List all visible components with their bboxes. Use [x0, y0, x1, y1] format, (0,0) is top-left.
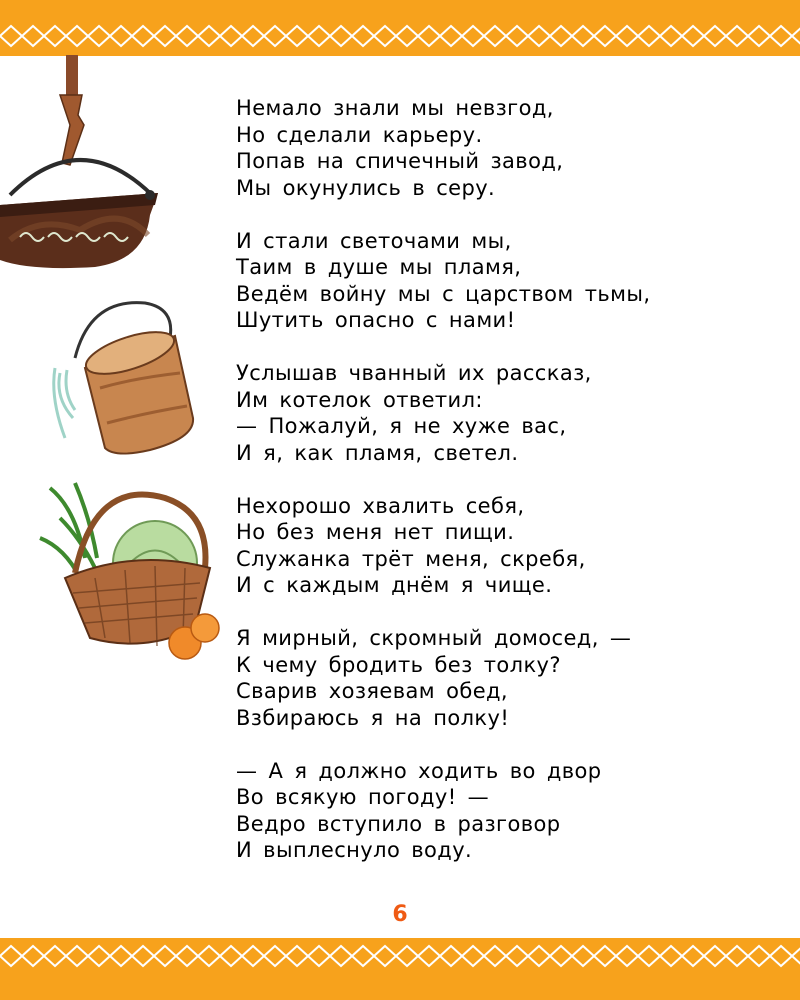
poem-line: Нехорошо хвалить себя,: [236, 493, 525, 518]
poem-line: Ведро вступило в разговор: [236, 811, 561, 836]
poem-line: Попав на спичечный завод,: [236, 149, 564, 173]
poem-line: И я, как пламя, светел.: [236, 440, 519, 465]
bucket-icon: [45, 298, 215, 463]
bucket-illustration: [45, 298, 215, 463]
poem-line: Услышав чванный их рассказ,: [236, 361, 592, 385]
stanza: [236, 360, 776, 466]
poem-line: Но без меня нет пищи.: [236, 520, 515, 544]
cauldron-illustration: [0, 55, 170, 270]
poem-line: Шутить опасно с нами!: [236, 308, 516, 332]
poem-line: Взбираюсь я на полку!: [236, 705, 510, 730]
poem-line: Мы окунулись в серу.: [236, 175, 496, 200]
poem-line: Ведём войну мы с царством тьмы,: [236, 281, 651, 306]
poem-line: — А я должно ходить во двор: [236, 758, 602, 783]
basket-icon: [35, 478, 225, 663]
poem-line: К чему бродить без толку?: [236, 652, 561, 677]
poem-line: Но сделали карьеру.: [236, 122, 483, 147]
poem-line: И стали светочами мы,: [236, 228, 512, 253]
poem-line: Во всякую погоду! —: [236, 785, 490, 809]
poem-line: Я мирный, скромный домосед, —: [236, 626, 632, 650]
page-number: 6: [392, 902, 408, 927]
poem-line: Служанка трёт меня, скребя,: [236, 546, 586, 571]
basket-illustration: [35, 478, 225, 663]
bottom-decorative-band: [0, 938, 800, 1000]
stanza: [236, 625, 776, 731]
stanza: [236, 493, 776, 599]
poem-line: — Пожалуй, я не хуже вас,: [236, 414, 567, 438]
stanza: [236, 95, 776, 201]
stanza: [236, 228, 776, 334]
poem-line: Сварив хозяевам обед,: [236, 679, 509, 703]
poem-line: Им котелок ответил:: [236, 387, 483, 412]
poem-line: И с каждым днём я чище.: [236, 573, 553, 597]
top-decorative-band: [0, 0, 800, 56]
poem-line: Немало знали мы невзгод,: [236, 96, 554, 120]
poem-line: И выплеснуло воду.: [236, 838, 473, 862]
poem-line: Таим в душе мы пламя,: [236, 255, 522, 279]
stanza: [236, 758, 776, 864]
poem: [236, 95, 776, 890]
cauldron-icon: [0, 55, 170, 270]
